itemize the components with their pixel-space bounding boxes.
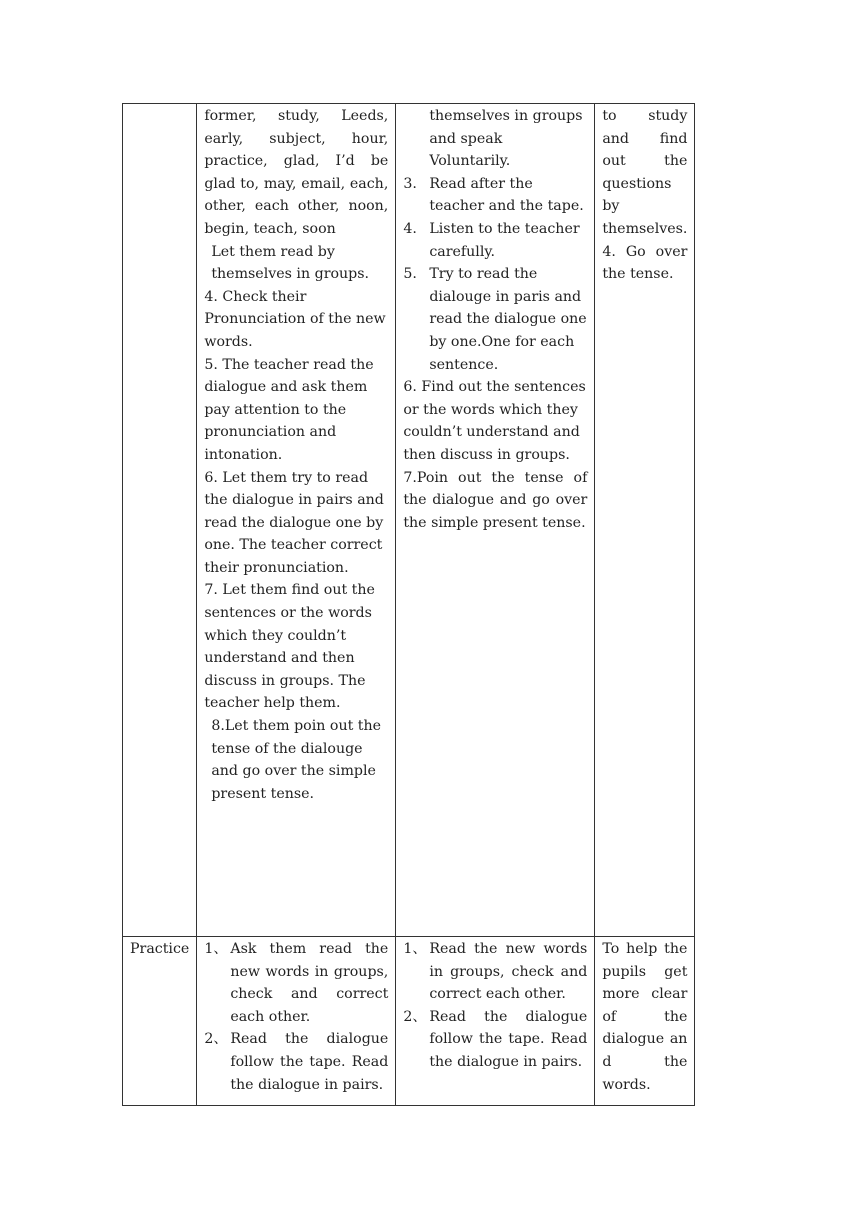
purpose-text: to study and find out the questions by themselves. (602, 108, 688, 237)
table-row (123, 937, 695, 1106)
table-row (123, 104, 695, 937)
teacher-step-6: 6. Let them try to read the dialogue in pairs and read the dialogue one by one. The teacher correct their pronunciation. (204, 469, 384, 576)
list-text: Listen to the teacher carefully. (429, 220, 580, 260)
list-number: 3. (403, 175, 417, 192)
list-item (204, 938, 388, 1028)
list-text: Try to read the dialouge in paris and read the dialogue one by one.One for each sentence. (429, 266, 587, 373)
student-practice-list (403, 938, 587, 1074)
list-item (204, 1028, 388, 1096)
purpose-cell (595, 104, 695, 937)
teacher-step-7: 7. Let them find out the sentences or the words which they couldn’t understand and then discuss in groups. The teacher help them. (204, 582, 375, 712)
list-item (403, 263, 587, 376)
list-text: Read the new words in groups, check and correct each other. (429, 941, 588, 1003)
teacher-step-text: Let them read by themselves in groups. (211, 243, 370, 283)
list-text: Read the dialogue follow the tape. Read the dialogue in pairs. (429, 1008, 588, 1070)
list-item (403, 173, 587, 218)
teacher-step-4: 4. Check their Pronunciation of the new words. (204, 288, 386, 350)
purpose-step-4: 4. Go over the tense. (602, 243, 688, 283)
teacher-step-8: 8.Let them poin out the tense of the dialouge and go over the simple present tense. (211, 718, 382, 802)
purpose-cell: To help the pupils get more clear of the dialogue an d the words. (595, 937, 695, 1106)
student-steps-list (403, 173, 587, 376)
teacher-activity-cell (197, 104, 396, 937)
teacher-activity-cell (197, 937, 396, 1106)
vocabulary-list: former, study, Leeds, early, subject, hour, practice, glad, I’d be glad to, may, email, each, other, each other, noon, begin, teach, soon (204, 108, 389, 237)
list-item (403, 218, 587, 263)
list-item (403, 1006, 587, 1074)
list-text: Read the dialogue follow the tape. Read the dialogue in pairs. (230, 1031, 389, 1093)
lesson-plan-table (122, 103, 695, 1106)
list-number: 2、 (403, 1008, 427, 1025)
list-number: 4. (403, 220, 417, 237)
student-step-6: 6. Find out the sentences or the words which they couldn’t understand and then discuss in groups. (403, 379, 586, 463)
teacher-practice-list (204, 938, 388, 1096)
list-number: 1、 (204, 941, 228, 957)
list-text: Ask them read the new words in groups, check and correct each other. (230, 941, 389, 1025)
stage-label: Practice (123, 937, 197, 1106)
list-text: Read after the teacher and the tape. (429, 175, 584, 215)
student-step-continued: themselves in groups and speak Voluntarily. (429, 108, 583, 170)
student-activity-cell (396, 104, 595, 937)
list-number: 5. (403, 266, 417, 283)
list-number: 1、 (403, 941, 427, 957)
stage-cell (123, 104, 197, 937)
list-item (403, 938, 587, 1006)
student-step-7: 7.Poin out the tense of the dialogue and go over the simple present tense. (403, 469, 588, 531)
teacher-step-5: 5. The teacher read the dialogue and ask them pay attention to the pronunciation and intonation. (204, 356, 374, 463)
student-activity-cell (396, 937, 595, 1106)
list-number: 2、 (204, 1031, 228, 1048)
